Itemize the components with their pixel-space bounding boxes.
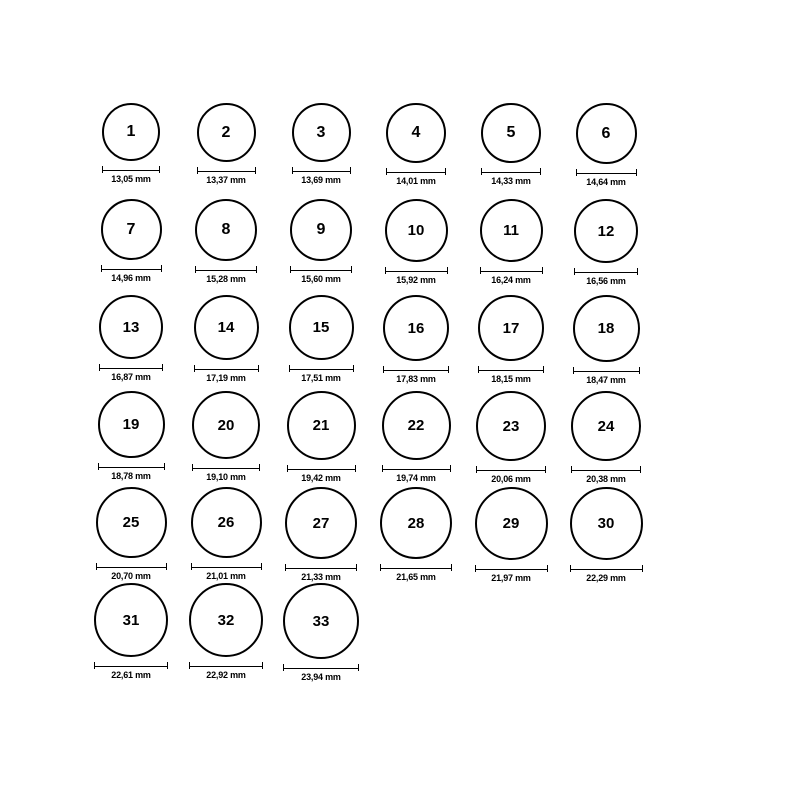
- dimension-annotation: [292, 167, 351, 185]
- dimension-annotation: [576, 169, 637, 187]
- ring-circle: [380, 487, 452, 559]
- ring-size-cell: [179, 199, 273, 284]
- ring-size-label: 20: [217, 416, 235, 434]
- dimension-annotation: [574, 268, 638, 286]
- ring-circle: [570, 487, 643, 560]
- dimension-value: 19,74 mm: [396, 473, 436, 483]
- ring-size-label: 27: [312, 514, 330, 532]
- ring-circle: [285, 487, 357, 559]
- ring-size-cell: [179, 103, 273, 185]
- dimension-value: 13,37 mm: [206, 175, 246, 185]
- dimension-annotation: [571, 466, 641, 484]
- ring-size-label: 28: [407, 514, 425, 532]
- ring-circle: [191, 487, 262, 558]
- ring-size-cell: [179, 487, 273, 581]
- ring-circle: [385, 199, 448, 262]
- dimension-value: 14,01 mm: [396, 176, 436, 186]
- ring-circle: [197, 103, 256, 162]
- dimension-annotation: [478, 366, 544, 384]
- dimension-caliper-icon: [191, 563, 262, 570]
- dimension-caliper-icon: [287, 465, 356, 472]
- ring-size-label: 10: [407, 222, 425, 239]
- dimension-caliper-icon: [382, 465, 451, 472]
- dimension-value: 21,65 mm: [396, 572, 436, 582]
- ring-size-label: 9: [316, 221, 326, 238]
- ring-size-cell: [369, 391, 463, 483]
- ring-size-cell: [84, 391, 178, 481]
- ring-size-cell: [84, 487, 178, 581]
- dimension-caliper-icon: [385, 267, 448, 274]
- dimension-value: 20,70 mm: [111, 571, 151, 581]
- dimension-value: 22,92 mm: [206, 670, 246, 680]
- ring-size-label: 26: [217, 514, 235, 531]
- dimension-caliper-icon: [573, 367, 640, 374]
- ring-size-cell: [559, 295, 653, 385]
- dimension-value: 16,24 mm: [491, 275, 531, 285]
- ring-size-label: 15: [312, 319, 330, 336]
- ring-size-cell: [179, 391, 273, 482]
- dimension-annotation: [382, 465, 451, 483]
- dimension-value: 22,61 mm: [111, 670, 151, 680]
- ring-circle: [481, 103, 541, 163]
- dimension-value: 14,64 mm: [586, 177, 626, 187]
- dimension-annotation: [101, 265, 162, 283]
- ring-size-label: 1: [126, 123, 136, 140]
- ring-circle: [386, 103, 446, 163]
- dimension-caliper-icon: [386, 168, 446, 175]
- dimension-value: 18,78 mm: [111, 471, 151, 481]
- dimension-caliper-icon: [192, 464, 260, 471]
- dimension-caliper-icon: [481, 168, 541, 175]
- ring-size-label: 5: [506, 124, 516, 141]
- ring-circle: [478, 295, 544, 361]
- ring-circle: [194, 295, 259, 360]
- dimension-caliper-icon: [571, 466, 641, 473]
- ring-size-cell: [84, 199, 178, 283]
- dimension-annotation: [386, 168, 446, 186]
- ring-circle: [192, 391, 260, 459]
- dimension-value: 14,96 mm: [111, 273, 151, 283]
- dimension-annotation: [480, 267, 543, 285]
- dimension-value: 17,83 mm: [396, 374, 436, 384]
- ring-size-cell: [464, 295, 558, 384]
- dimension-value: 20,38 mm: [586, 474, 626, 484]
- ring-circle: [96, 487, 167, 558]
- ring-circle: [292, 103, 351, 162]
- ring-size-cell: [274, 295, 368, 383]
- dimension-annotation: [283, 664, 359, 682]
- dimension-caliper-icon: [476, 466, 546, 473]
- ring-size-cell: [274, 583, 368, 682]
- dimension-caliper-icon: [576, 169, 637, 176]
- dimension-value: 22,29 mm: [586, 573, 626, 583]
- dimension-value: 13,05 mm: [111, 174, 151, 184]
- ring-size-label: 31: [122, 611, 140, 629]
- ring-circle: [289, 295, 354, 360]
- dimension-value: 18,15 mm: [491, 374, 531, 384]
- dimension-value: 19,10 mm: [206, 472, 246, 482]
- dimension-annotation: [476, 466, 546, 484]
- ring-circle: [480, 199, 543, 262]
- dimension-value: 21,01 mm: [206, 571, 246, 581]
- ring-size-cell: [464, 391, 558, 484]
- ring-size-label: 18: [597, 320, 615, 337]
- ring-size-label: 24: [597, 417, 615, 435]
- dimension-value: 15,92 mm: [396, 275, 436, 285]
- dimension-caliper-icon: [101, 265, 162, 272]
- dimension-caliper-icon: [102, 166, 160, 173]
- ring-size-label: 17: [502, 319, 520, 337]
- dimension-caliper-icon: [570, 565, 643, 572]
- dimension-caliper-icon: [290, 266, 352, 273]
- ring-size-cell: [274, 487, 368, 582]
- dimension-annotation: [192, 464, 260, 482]
- ring-circle: [290, 199, 352, 261]
- ring-size-cell: [369, 199, 463, 285]
- ring-circle: [476, 391, 546, 461]
- ring-size-cell: [84, 103, 178, 184]
- ring-size-label: 8: [221, 221, 231, 238]
- ring-size-label: 16: [407, 319, 425, 337]
- ring-size-cell: [559, 487, 653, 583]
- ring-size-label: 12: [597, 222, 615, 240]
- dimension-annotation: [191, 563, 262, 581]
- dimension-caliper-icon: [98, 463, 165, 470]
- ring-size-cell: [179, 583, 273, 680]
- ring-circle: [573, 295, 640, 362]
- ring-circle: [287, 391, 356, 460]
- dimension-caliper-icon: [285, 564, 357, 571]
- dimension-value: 21,97 mm: [491, 573, 531, 583]
- ring-size-cell: [274, 391, 368, 483]
- ring-size-cell: [179, 295, 273, 383]
- ring-size-cell: [369, 103, 463, 186]
- dimension-caliper-icon: [475, 565, 548, 572]
- dimension-value: 21,33 mm: [301, 572, 341, 582]
- dimension-value: 18,47 mm: [586, 375, 626, 385]
- ring-size-label: 19: [122, 416, 140, 433]
- ring-size-cell: [274, 199, 368, 284]
- dimension-caliper-icon: [480, 267, 543, 274]
- dimension-annotation: [385, 267, 448, 285]
- dimension-annotation: [194, 365, 259, 383]
- dimension-caliper-icon: [189, 662, 263, 669]
- ring-size-cell: [559, 103, 653, 187]
- dimension-value: 15,28 mm: [206, 274, 246, 284]
- ring-size-cell: [464, 487, 558, 583]
- ring-circle: [574, 199, 638, 263]
- ring-size-cell: [274, 103, 368, 185]
- dimension-value: 15,60 mm: [301, 274, 341, 284]
- ring-size-cell: [369, 295, 463, 384]
- ring-size-label: 30: [597, 515, 615, 532]
- dimension-value: 20,06 mm: [491, 474, 531, 484]
- dimension-annotation: [102, 166, 160, 184]
- ring-circle: [475, 487, 548, 560]
- ring-size-cell: [559, 391, 653, 484]
- dimension-caliper-icon: [574, 268, 638, 275]
- ring-size-cell: [464, 103, 558, 186]
- dimension-annotation: [573, 367, 640, 385]
- ring-size-label: 7: [126, 220, 136, 238]
- dimension-caliper-icon: [383, 366, 449, 373]
- dimension-annotation: [380, 564, 452, 582]
- dimension-annotation: [94, 662, 168, 680]
- dimension-value: 13,69 mm: [301, 175, 341, 185]
- ring-size-label: 13: [122, 318, 140, 336]
- ring-circle: [382, 391, 451, 460]
- ring-size-label: 33: [312, 612, 330, 630]
- ring-circle: [101, 199, 162, 260]
- dimension-annotation: [197, 167, 256, 185]
- dimension-caliper-icon: [380, 564, 452, 571]
- ring-size-label: 21: [312, 417, 330, 434]
- dimension-caliper-icon: [283, 664, 359, 671]
- dimension-annotation: [287, 465, 356, 483]
- dimension-caliper-icon: [99, 364, 163, 371]
- ring-circle: [383, 295, 449, 361]
- ring-size-cell: [369, 487, 463, 582]
- ring-size-label: 23: [502, 417, 520, 435]
- dimension-annotation: [189, 662, 263, 680]
- ring-circle: [94, 583, 168, 657]
- dimension-caliper-icon: [478, 366, 544, 373]
- dimension-value: 23,94 mm: [301, 672, 341, 682]
- ring-size-label: 11: [503, 222, 519, 239]
- dimension-annotation: [383, 366, 449, 384]
- dimension-annotation: [195, 266, 257, 284]
- dimension-annotation: [96, 563, 167, 581]
- dimension-value: 19,42 mm: [301, 473, 341, 483]
- dimension-annotation: [481, 168, 541, 186]
- dimension-caliper-icon: [292, 167, 351, 174]
- dimension-value: 17,19 mm: [206, 373, 246, 383]
- ring-circle: [576, 103, 637, 164]
- ring-size-label: 25: [122, 514, 140, 531]
- dimension-caliper-icon: [197, 167, 256, 174]
- ring-size-label: 4: [411, 124, 421, 141]
- dimension-annotation: [290, 266, 352, 284]
- ring-circle: [98, 391, 165, 458]
- ring-circle: [189, 583, 263, 657]
- dimension-value: 16,87 mm: [111, 372, 151, 382]
- ring-size-label: 22: [407, 417, 425, 434]
- dimension-value: 14,33 mm: [491, 176, 531, 186]
- ring-size-cell: [84, 295, 178, 382]
- ring-circle: [283, 583, 359, 659]
- dimension-caliper-icon: [94, 662, 168, 669]
- dimension-caliper-icon: [289, 365, 354, 372]
- dimension-value: 16,56 mm: [586, 276, 626, 286]
- dimension-annotation: [570, 565, 643, 583]
- dimension-annotation: [98, 463, 165, 481]
- dimension-caliper-icon: [194, 365, 259, 372]
- ring-size-label: 14: [217, 319, 235, 336]
- dimension-caliper-icon: [96, 563, 167, 570]
- ring-size-cell: [464, 199, 558, 285]
- dimension-annotation: [475, 565, 548, 583]
- ring-circle: [102, 103, 160, 161]
- ring-circle: [571, 391, 641, 461]
- dimension-annotation: [285, 564, 357, 582]
- ring-size-cell: [84, 583, 178, 680]
- dimension-annotation: [99, 364, 163, 382]
- ring-size-label: 6: [601, 124, 611, 142]
- ring-size-cell: [559, 199, 653, 286]
- ring-size-label: 29: [502, 515, 520, 532]
- dimension-caliper-icon: [195, 266, 257, 273]
- ring-size-label: 32: [217, 611, 235, 629]
- dimension-value: 17,51 mm: [301, 373, 341, 383]
- ring-circle: [195, 199, 257, 261]
- ring-circle: [99, 295, 163, 359]
- dimension-annotation: [289, 365, 354, 383]
- ring-size-label: 3: [316, 123, 326, 141]
- ring-size-label: 2: [221, 123, 231, 141]
